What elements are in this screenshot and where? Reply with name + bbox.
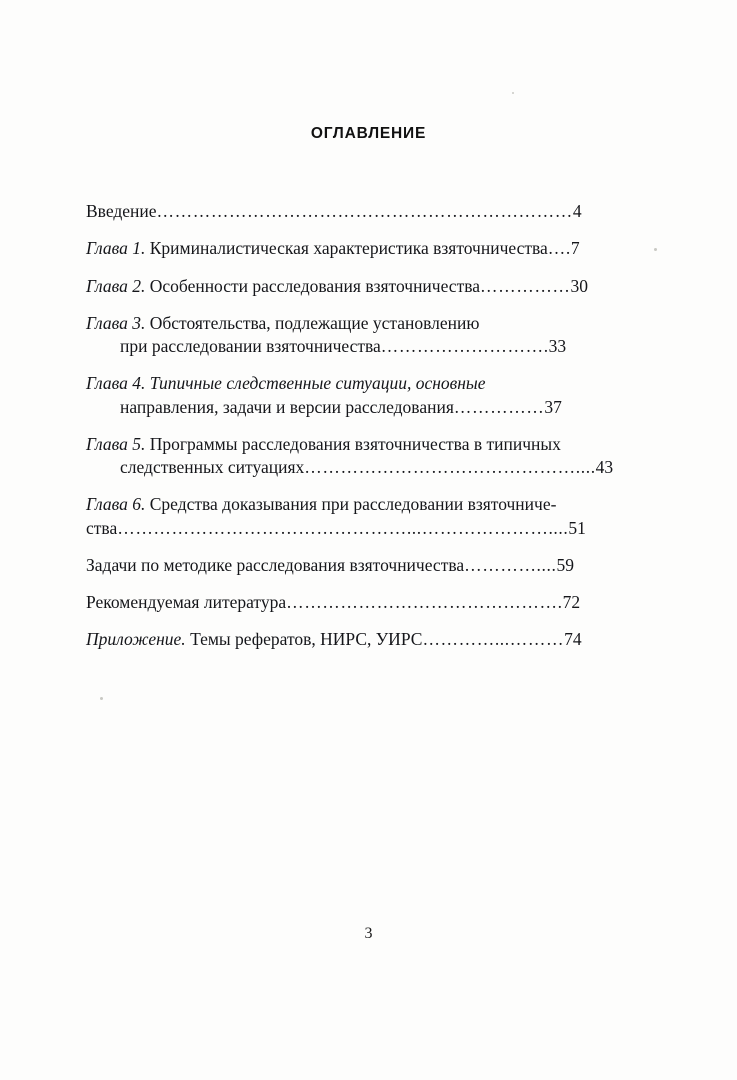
toc-page-number: 7 [570,238,580,259]
toc-leader-dots: …………………………………………………………… [156,201,573,221]
toc-entry-label: Глава 1. [86,238,146,259]
toc-entry[interactable] [86,554,652,577]
toc-leader-dots: …………… [480,275,571,296]
paper-speck [100,697,103,700]
table-of-contents [86,200,652,666]
toc-entry-text-cont: при расследовании взяточничества [120,336,381,357]
toc-entry-label: Глава 4. [86,373,146,394]
toc-entry-text: Введение [86,201,157,221]
toc-entry-label: Глава 5. [86,433,146,454]
toc-leader-dots: …………… [453,396,545,417]
toc-entry-text: Типичные следственные ситуации, основные [145,373,486,394]
toc-entry[interactable] [86,372,652,419]
toc-leader-dots: …. [547,238,571,259]
toc-entry[interactable] [86,591,652,614]
toc-leader-dots: …………...……… [422,629,565,650]
toc-entry-text-cont: направления, задачи и версии расследования [120,396,454,417]
toc-leader-dots: ………….... [464,554,557,575]
toc-entry-text: Темы рефератов, НИРС, УИРС [185,629,423,650]
toc-entry-text: Средства доказывания при расследовании взяточниче- [145,494,557,515]
page-number-folio: 3 [364,925,373,942]
toc-page-number: 72 [562,592,581,613]
paper-speck [654,248,657,251]
toc-entry[interactable] [86,433,652,480]
toc-entry-text: Рекомендуемая литература [86,592,287,613]
toc-leader-dots: …………………………………………...………………….... [117,517,569,538]
toc-entry-text: Задачи по методике расследования взяточничества [86,554,465,575]
toc-entry-label: Глава 6. [86,494,146,515]
toc-entry-label: Приложение. [86,629,186,650]
toc-entry-label: Глава 2. [86,275,146,296]
toc-page-number: 43 [595,457,614,478]
toc-entry-text: Программы расследования взяточничества в типичных [145,433,561,454]
toc-page-number: 59 [556,554,574,575]
toc-page-number: 33 [548,336,567,357]
page-title: ОГЛАВЛЕНИЕ [310,125,427,142]
toc-entry-text: Обстоятельства, подлежащие установлению [145,312,480,333]
toc-entry-label: Глава 3. [86,312,146,333]
toc-entry-text-cont: ства [86,517,118,538]
paper-speck [512,92,514,94]
toc-entry[interactable] [86,628,652,651]
toc-entry-text: Особенности расследования взяточничества [145,275,481,296]
toc-page-number: 51 [568,517,586,538]
toc-leader-dots: ……………………………………….... [304,457,596,478]
toc-entry[interactable] [86,237,652,260]
toc-leader-dots: ………………………. [380,336,549,357]
toc-entry-text-cont: следственных ситуациях [120,457,305,478]
toc-page-number: 74 [564,629,582,650]
toc-page-number: 30 [570,275,589,296]
toc-entry[interactable] [86,275,652,298]
toc-entry[interactable] [86,200,652,223]
toc-page-number: 37 [544,396,562,417]
toc-page-number: 4 [572,201,582,221]
toc-leader-dots: ………………………………………. [286,592,563,613]
toc-entry[interactable] [86,312,652,359]
toc-entry-text: Криминалистическая характеристика взяточничества [145,238,548,259]
toc-entry[interactable] [86,493,652,540]
